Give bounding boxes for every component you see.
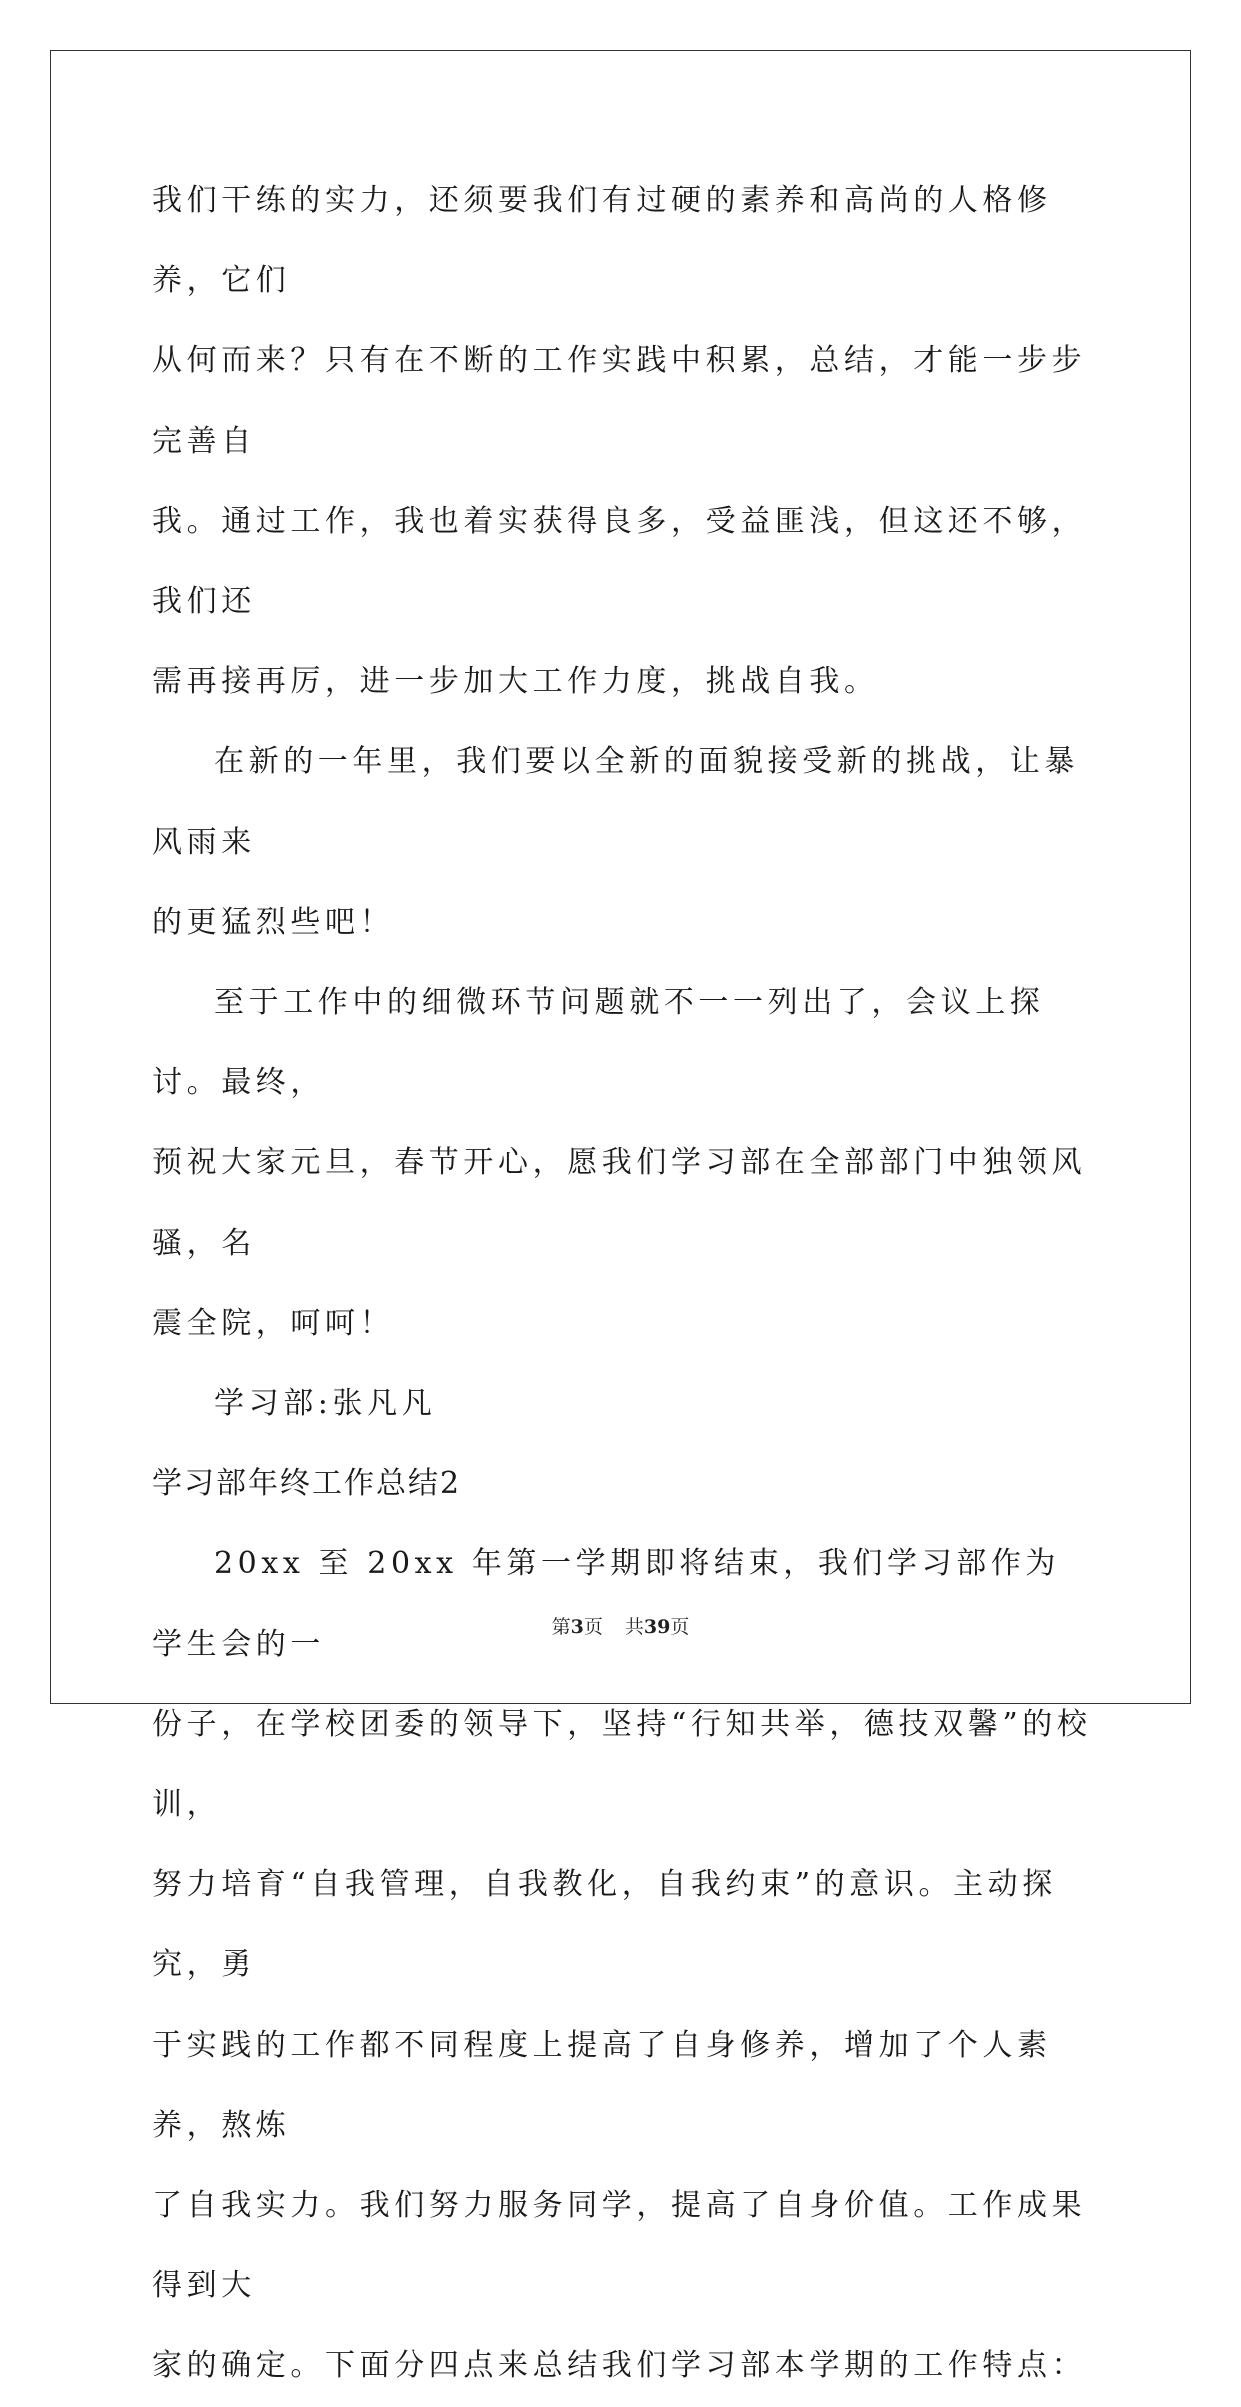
total-pages: 39: [643, 1616, 671, 1638]
signature-line: [152, 1364, 1094, 1444]
page-suffix: 页: [583, 1616, 603, 1638]
paragraph-line: 份子，在学校团委的领导下，坚持“行知共举，德技双馨”的校训，: [152, 1706, 1092, 1823]
paragraph-line: 震全院，呵呵！: [152, 1305, 395, 1341]
paragraph-line: 至于工作中的细微环节问题就不一一列出了，会议上探讨。最终，: [152, 985, 1045, 1101]
page-footer: [0, 1612, 1241, 1639]
paragraph-line: 20xx 至 20xx 年第一学期即将结束，我们学习部作为学生会的一: [152, 1546, 1061, 1662]
paragraph-line: 了自我实力。我们努力服务同学，提高了自身价值。工作成果得到大: [152, 2188, 1087, 2304]
paragraph-line: 需再接再厉，进一步加大工作力度，挑战自我。: [152, 664, 879, 700]
section-paragraph: [152, 1524, 1094, 2406]
paragraph-3: [152, 963, 1094, 1364]
signature-text: 学习部:张凡凡: [214, 1386, 437, 1422]
paragraph-line: 在新的一年里，我们要以全新的面貌接受新的挑战，让暴风雨来: [152, 744, 1079, 860]
paragraph-line: 我。通过工作，我也着实获得良多，受益匪浅，但这还不够，我们还: [152, 503, 1087, 620]
section-heading: 学习部年终工作总结2: [152, 1466, 462, 1502]
total-prefix: 共: [624, 1616, 644, 1638]
paragraph-line: 预祝大家元旦，春节开心，愿我们学习部在全部部门中独领风骚，名: [152, 1145, 1087, 1261]
paragraph-line: 从何而来？只有在不断的工作实践中积累，总结，才能一步步完善自: [152, 343, 1087, 459]
page-number: 3: [570, 1616, 584, 1638]
paragraph-line: 于实践的工作都不同程度上提高了自身修养，增加了个人素养，熬炼: [152, 2027, 1052, 2143]
paragraph-line: 的更猛烈些吧！: [152, 904, 395, 940]
document-body: [152, 161, 1094, 2407]
page-prefix: 第: [551, 1616, 571, 1638]
paragraph-2: [152, 722, 1094, 963]
paragraph-1: [152, 161, 1094, 722]
paragraph-line: 我们干练的实力，还须要我们有过硬的素养和高尚的人格修养，它们: [152, 183, 1052, 299]
paragraph-line: 努力培育“自我管理，自我教化，自我约束”的意识。主动探究，勇: [152, 1867, 1057, 1983]
paragraph-line: 家的确定。下面分四点来总结我们学习部本学期的工作特点：: [152, 2348, 1087, 2384]
total-suffix: 页: [670, 1616, 690, 1638]
